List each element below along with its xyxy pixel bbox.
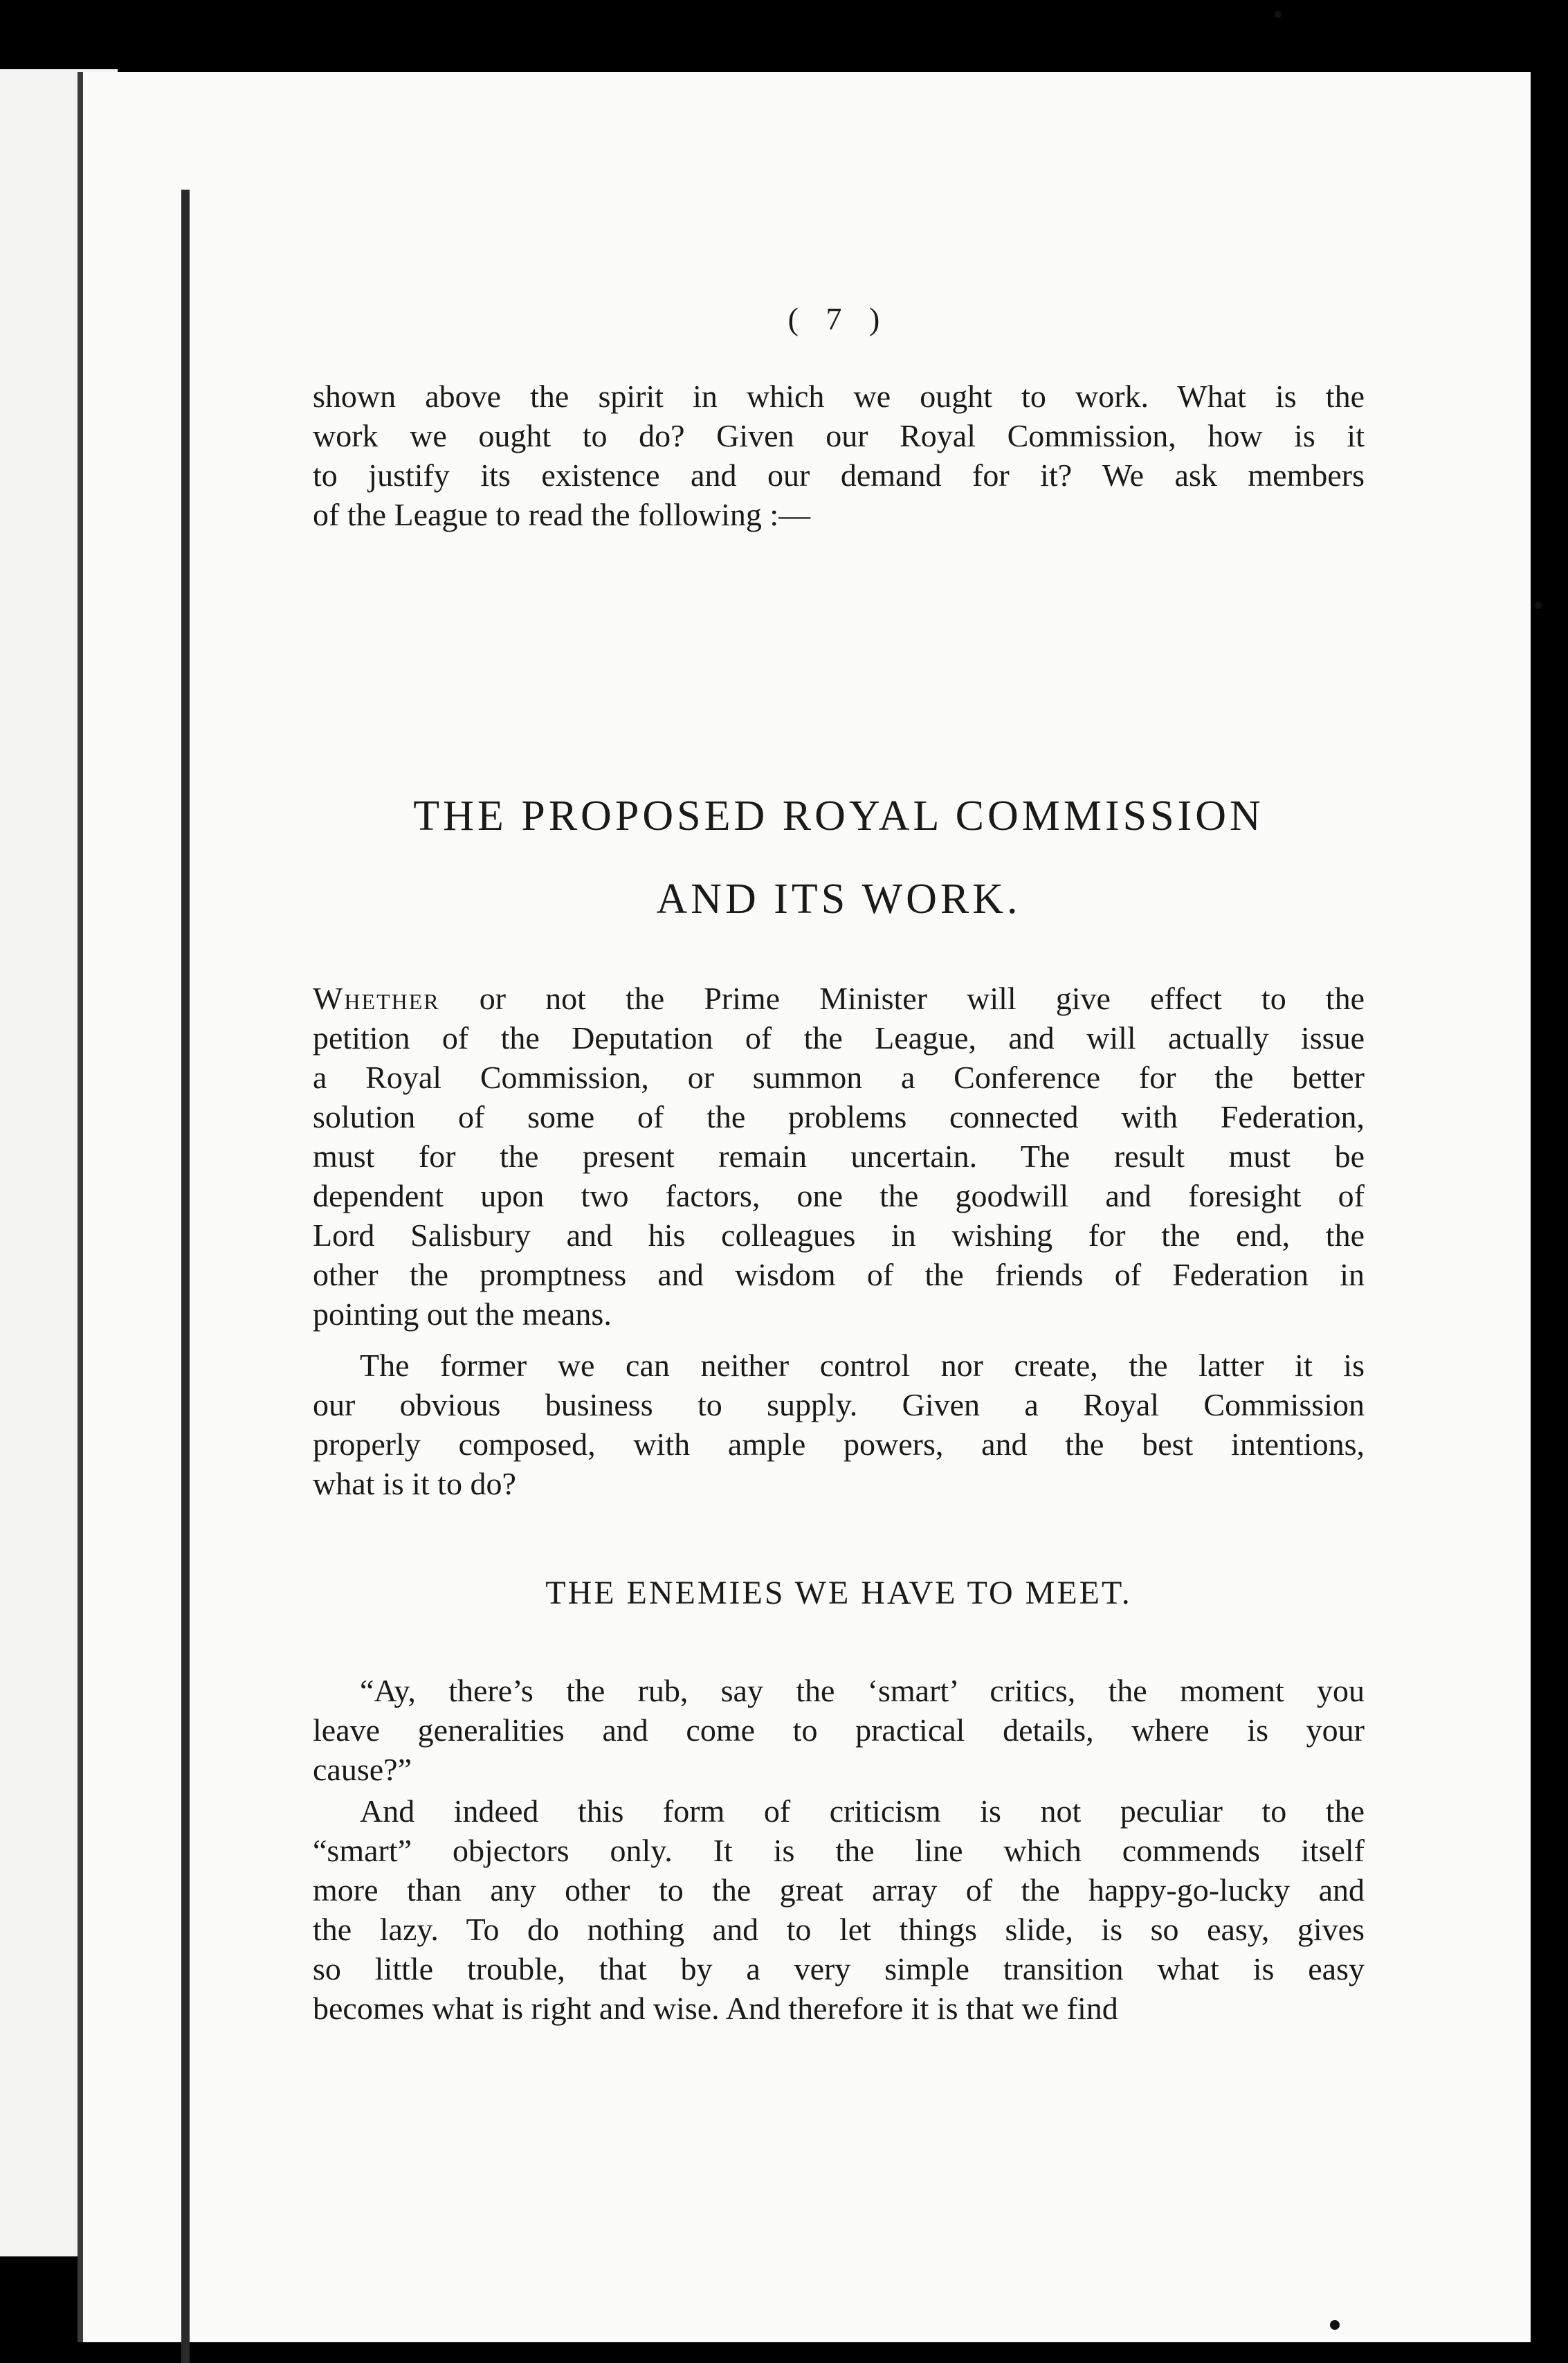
text-line: “smart” objectors only. It is the line which commends itself <box>313 1833 1365 1868</box>
text-line: dependent upon two factors, one the goodwill and foresight of <box>313 1178 1365 1213</box>
book-page <box>78 72 1531 2342</box>
subsection-heading: THE ENEMIES WE HAVE TO MEET. <box>545 1575 1132 1611</box>
text-line: must for the present remain uncertain. The result must be <box>313 1139 1365 1174</box>
section-paragraph <box>313 979 1365 1334</box>
text-line: more than any other to the great array of the happy-go-lucky and <box>313 1872 1365 1908</box>
section-paragraph <box>313 1346 1365 1503</box>
text-line: work we ought to do? Given our Royal Commission, how is it <box>313 418 1365 453</box>
text-line: shown above the spirit in which we ought to work. What is the <box>313 379 1365 414</box>
section-heading-line-1: THE PROPOSED ROYAL COMMISSION <box>413 793 1264 840</box>
text-line: The former we can neither control nor create, the latter it is <box>360 1348 1365 1383</box>
text-line: cause?” <box>313 1752 412 1787</box>
text-line: our obvious business to supply. Given a Royal Commission <box>313 1387 1365 1422</box>
dust-speck <box>1330 2320 1340 2330</box>
intro-paragraph <box>313 377 1365 534</box>
text-line: “Ay, there’s the rub, say the ‘smart’ critics, the moment you <box>360 1673 1365 1708</box>
text-line: Lord Salisbury and his colleagues in wishing for the end, the <box>313 1217 1365 1253</box>
text-line: properly composed, with ample powers, and the best intentions, <box>313 1427 1365 1462</box>
text-line: solution of some of the problems connected with Federation, <box>313 1099 1365 1134</box>
text-line: becomes what is right and wise. And therefore it is that we find <box>313 1991 1118 2026</box>
text-line: leave generalities and come to practical details, where is your <box>313 1712 1365 1748</box>
text-line: pointing out the means. <box>313 1296 612 1332</box>
text-line: other the promptness and wisdom of the friends of Federation in <box>313 1257 1365 1292</box>
dust-speck <box>1535 602 1542 609</box>
text-line: what is it to do? <box>313 1466 516 1501</box>
text-line: petition of the Deputation of the League, and will actually issue <box>313 1020 1365 1056</box>
text-line <box>313 979 1365 1018</box>
section-paragraph <box>313 1791 1365 2028</box>
text-line: so little trouble, that by a very simple transition what is easy <box>313 1951 1365 1986</box>
text-line: a Royal Commission, or summon a Conference for the better <box>313 1060 1365 1095</box>
section-paragraph <box>313 1671 1365 1789</box>
text-line: the lazy. To do nothing and to let things slide, is so easy, gives <box>313 1912 1365 1947</box>
section-heading-line-2: AND ITS WORK. <box>656 876 1021 923</box>
drop-lead-word: Whether <box>313 981 440 1016</box>
text-line: of the League to read the following :— <box>313 497 811 532</box>
dust-speck <box>1275 11 1282 18</box>
text-line: to justify its existence and our demand for it? We ask members <box>313 458 1365 493</box>
text-line-rest: or not the Prime Minister will give effect to the <box>439 981 1365 1016</box>
page-number: ( 7 ) <box>787 301 890 336</box>
page-gutter-line <box>181 190 190 2363</box>
text-line: And indeed this form of criticism is not peculiar to the <box>360 1793 1365 1829</box>
